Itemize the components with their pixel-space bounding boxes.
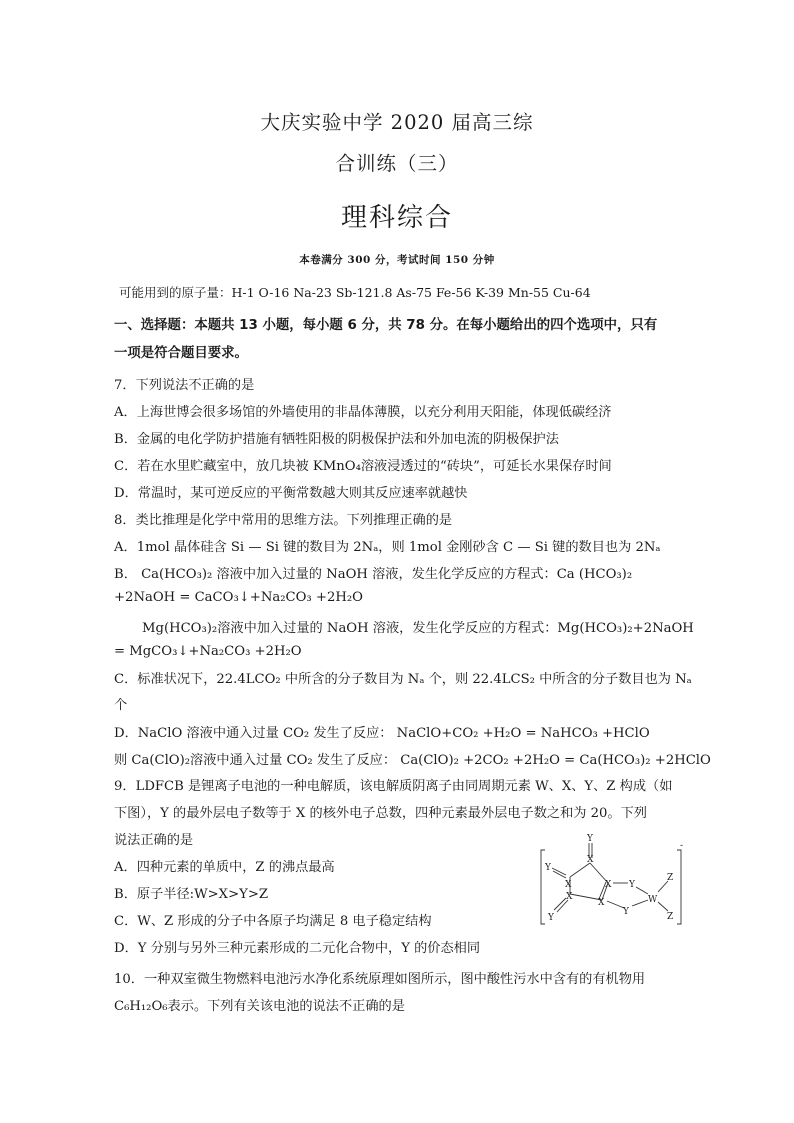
exam-title-line1: 大庆实验中学 2020 届高三综 <box>260 111 534 134</box>
q9-option-c: C．W、Z 形成的分子中各原子均满足 8 电子稳定结构 <box>114 914 432 929</box>
q9-stem-line1: 9．LDFCB 是锂离子电池的一种电解质，该电解质阴离子由同周期元素 W、X、Y、Z 构成（如 <box>114 779 673 794</box>
q8-option-b-line4: = MgCO₃↓+Na₂CO₃ +2H₂O <box>114 644 302 659</box>
atom-y-upper: Y <box>629 880 635 890</box>
atom-x-left: X <box>565 880 572 890</box>
anion-structure-diagram <box>536 832 688 930</box>
q8-stem: 8．类比推理是化学中常用的思维方法。下列推理正确的是 <box>114 513 453 528</box>
section-heading-line2: 一项是符合题目要求。 <box>114 346 248 361</box>
atom-x-right: X <box>605 880 612 890</box>
q8-option-b-line2: +2NaOH = CaCO₃↓+Na₂CO₃ +2H₂O <box>114 590 363 605</box>
q9-option-d: D．Y 分别与另外三种元素形成的二元化合物中，Y 的价态相同 <box>114 941 481 956</box>
q8-option-c-line2: 个 <box>114 698 128 713</box>
q7-option-a: A．上海世博会很多场馆的外墙使用的非晶体薄膜，以充分利用天阳能，体现低碳经济 <box>114 405 612 420</box>
atom-x-top: X <box>587 855 594 865</box>
atom-z-top: Z <box>667 873 674 883</box>
q8-option-d-line1: D．NaClO 溶液中通入过量 CO₂ 发生了反应： NaClO+CO₂ +H₂O = NaHCO₃ +HClO <box>114 726 650 741</box>
anion-charge: - <box>680 841 684 851</box>
q10-stem-line1: 10．一种双室微生物燃料电池污水净化系统原理如图所示，图中酸性污水中含有的有机物用 <box>114 972 646 987</box>
atom-y-left: Y <box>545 863 551 873</box>
q8-option-b-line3: Mg(HCO₃)₂溶液中加入过量的 NaOH 溶液，发生化学反应的方程式：Mg(HCO₃)₂+2NaOH <box>142 621 694 636</box>
q9-option-b: B．原子半径:W>X>Y>Z <box>114 887 269 902</box>
q8-option-d-line2: 则 Ca(ClO)₂溶液中通入过量 CO₂ 发生了反应： Ca(ClO)₂ +2CO₂ +2H₂O = Ca(HCO₃)₂ +2HClO <box>114 753 711 768</box>
q8-option-c-line1: C．标准状况下，22.4LCO₂ 中所含的分子数目为 Nₐ 个，则 22.4LCS₂ 中所含的分子数目也为 Nₐ <box>114 672 692 687</box>
subject-title: 理科综合 <box>340 203 453 233</box>
q7-option-b: B．金属的电化学防护措施有牺牲阳极的阴极保护法和外加电流的阴极保护法 <box>114 432 559 447</box>
atomic-masses: 可能用到的原子量：H-1 O-16 Na-23 Sb-121.8 As-75 Fe-56 K-39 Mn-55 Cu-64 <box>119 285 591 300</box>
atom-y-top: Y <box>587 834 593 844</box>
exam-title-line2: 合训练（三） <box>335 152 459 175</box>
q7-option-d: D．常温时，某可逆反应的平衡常数越大则其反应速率就越快 <box>114 486 468 501</box>
q9-stem-line3: 说法正确的是 <box>114 833 194 848</box>
q7-option-c: C．若在水里贮藏室中，放几块被 KMnO₄溶液浸透过的“砖块”，可延长水果保存时间 <box>114 459 612 474</box>
q8-option-a: A．1mol 晶体硅含 Si — Si 键的数目为 2Nₐ，则 1mol 金刚砂含 C — Si 键的数目也为 2Nₐ <box>114 540 661 555</box>
q10-stem-line2: C₆H₁₂O₆表示。下列有关该电池的说法不正确的是 <box>114 999 405 1014</box>
atom-x-bottom: X <box>598 898 605 908</box>
atom-y-lower: Y <box>623 907 629 917</box>
q9-option-a: A．四种元素的单质中，Z 的沸点最高 <box>114 860 335 875</box>
atom-x-bottom-left: X <box>566 892 573 902</box>
q7-stem: 7．下列说法不正确的是 <box>114 378 255 393</box>
q9-stem-line2: 下图），Y 的最外层电子数等于 X 的核外电子总数，四种元素最外层电子数之和为 20。下列 <box>114 806 647 821</box>
atom-y-bottom: Y <box>548 913 554 923</box>
atom-z-bottom: Z <box>667 912 674 922</box>
section-heading-line1: 一、选择题：本题共 13 小题，每小题 6 分，共 78 分。在每小题给出的四个选项中，只有 <box>114 318 658 333</box>
score-info: 本卷满分 300 分，考试时间 150 分钟 <box>299 254 495 266</box>
atom-w: W <box>648 895 658 905</box>
q8-option-b-line1: B． Ca(HCO₃)₂ 溶液中加入过量的 NaOH 溶液，发生化学反应的方程式：Ca (HCO₃)₂ <box>114 567 633 582</box>
